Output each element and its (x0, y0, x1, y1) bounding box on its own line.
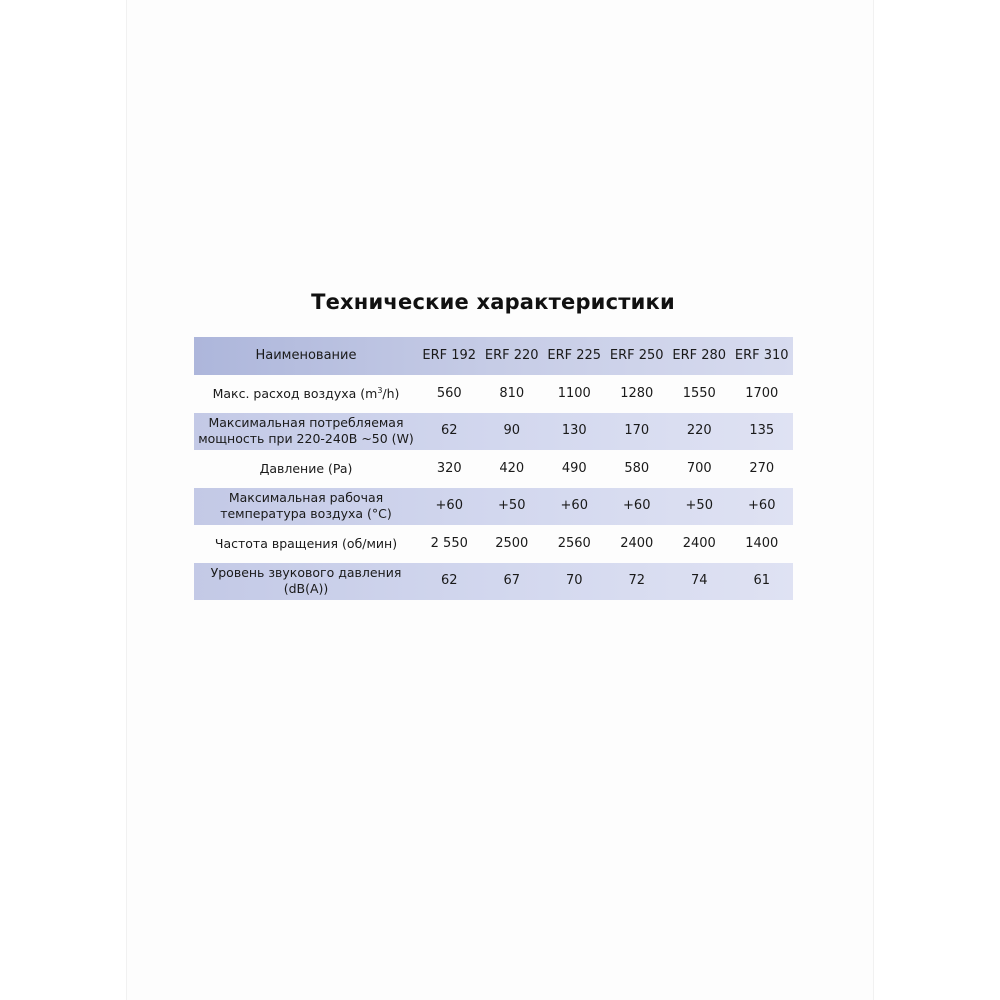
row-label-text: /h) (382, 385, 400, 401)
header-model: ERF 225 (547, 348, 602, 363)
table-row (194, 563, 793, 601)
table-cell: 2400 (620, 535, 654, 551)
table-cell: +60 (435, 498, 463, 514)
table-cell: 67 (503, 573, 521, 589)
table-cell: 62 (440, 573, 458, 589)
table-cell: 220 (686, 423, 712, 439)
table-cell: 580 (624, 460, 650, 476)
row-label-text: Частота вращения (об/мин) (214, 535, 398, 551)
specifications-table (194, 337, 793, 600)
table-cell: 130 (561, 423, 587, 439)
table-cell: +50 (498, 498, 526, 514)
table-cell: 320 (436, 460, 462, 476)
table-cell: 135 (749, 423, 775, 439)
row-label-text: Макс. расход воздуха (m (212, 385, 378, 401)
table-cell: 72 (628, 573, 646, 589)
table-cell: 1700 (745, 385, 779, 401)
row-label-text: температура воздуха (°С) (220, 506, 392, 522)
table-cell: +50 (685, 498, 713, 514)
row-label-text: (dB(A)) (283, 581, 329, 597)
table-cell: +60 (560, 498, 588, 514)
header-model: ERF 280 (672, 348, 727, 363)
table-cell: 2500 (495, 535, 529, 551)
table-cell: 700 (686, 460, 712, 476)
table-cell: 560 (436, 385, 462, 401)
row-label-text: мощность при 220-240В ~50 (W) (198, 431, 414, 447)
table-row (194, 375, 793, 413)
row-label-temperature (194, 488, 418, 526)
table-cell: 170 (624, 423, 650, 439)
row-label-rotation-speed (194, 525, 418, 563)
header-model: ERF 192 (422, 348, 477, 363)
table-cell: 2 550 (430, 535, 468, 551)
table-cell: 2400 (682, 535, 716, 551)
row-label-pressure (194, 450, 418, 488)
row-label-airflow (194, 375, 418, 413)
table-cell: 2560 (557, 535, 591, 551)
table-row (194, 525, 793, 563)
header-model: ERF 220 (484, 348, 539, 363)
table-row (194, 488, 793, 526)
row-label-sound-pressure (194, 563, 418, 601)
table-cell: 270 (749, 460, 775, 476)
table-cell: +60 (623, 498, 651, 514)
table-row (194, 450, 793, 488)
header-model: ERF 250 (609, 348, 664, 363)
header-name: Наименование (255, 348, 357, 363)
table-cell: 74 (690, 573, 708, 589)
superscript: 3 (377, 385, 383, 395)
table-cell: 810 (499, 385, 525, 401)
table-cell: 62 (440, 423, 458, 439)
table-cell: 1400 (745, 535, 779, 551)
table-cell: 420 (499, 460, 525, 476)
table-cell: 1100 (557, 385, 591, 401)
row-label-text: Уровень звукового давления (210, 565, 402, 581)
table-cell: 61 (753, 573, 771, 589)
row-label-text: Давление (Pa) (259, 460, 353, 476)
table-cell: 90 (503, 423, 521, 439)
table-cell: +60 (748, 498, 776, 514)
table-header-row (194, 337, 793, 375)
table-cell: 1280 (620, 385, 654, 401)
document-title: Технические характеристики (311, 290, 675, 314)
row-label-text: Максимальная рабочая (228, 490, 384, 506)
table-cell: 1550 (682, 385, 716, 401)
table-row (194, 413, 793, 451)
header-model: ERF 310 (734, 348, 789, 363)
table-cell: 490 (561, 460, 587, 476)
row-label-text: Максимальная потребляемая (208, 415, 404, 431)
row-label-power (194, 413, 418, 451)
table-cell: 70 (565, 573, 583, 589)
